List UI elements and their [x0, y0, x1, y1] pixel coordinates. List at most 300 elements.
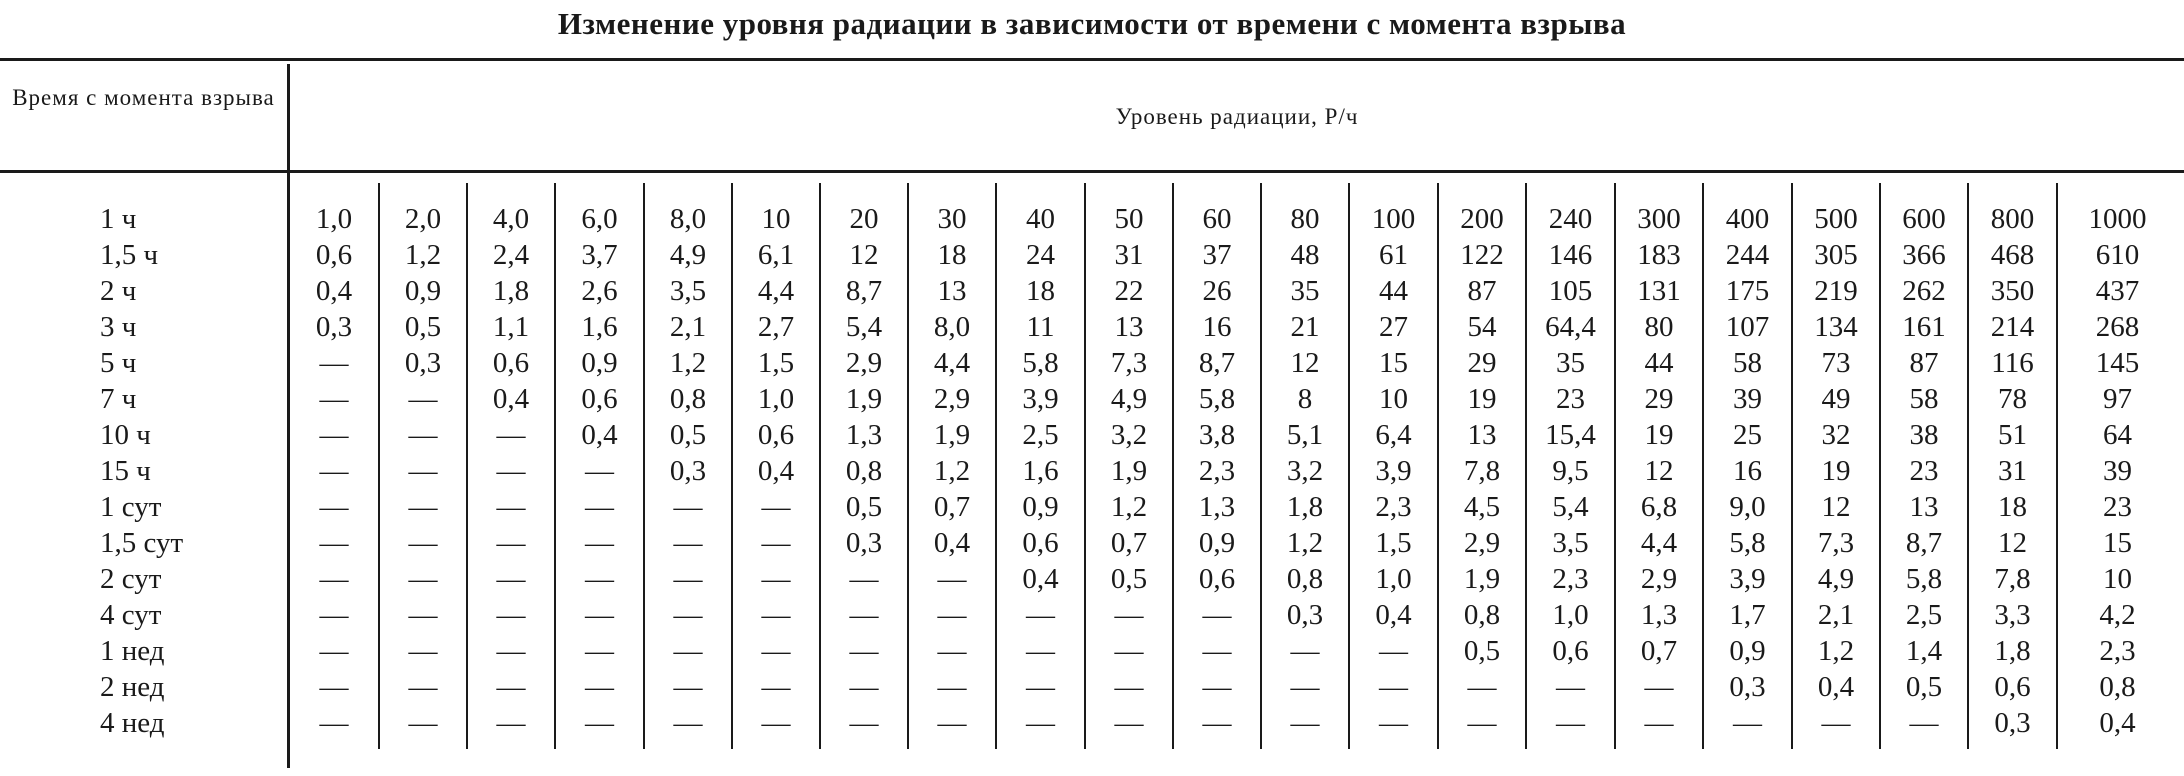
- table-cell: —: [673, 599, 703, 631]
- table-cell: —: [1909, 707, 1939, 739]
- table-cell: 32: [1821, 419, 1851, 451]
- level-column: [2056, 183, 2177, 749]
- table-cell: —: [849, 563, 879, 595]
- table-cell: 39: [1733, 383, 1762, 415]
- level-column: [643, 183, 731, 749]
- table-cell: 25: [1733, 419, 1762, 451]
- table-cell: 3,9: [1375, 455, 1412, 487]
- table-cell: 37: [1202, 239, 1232, 271]
- level-column: [1172, 183, 1260, 749]
- table-cell: —: [1379, 707, 1408, 739]
- table-cell: —: [673, 563, 703, 595]
- table-cell: 4,4: [757, 275, 795, 307]
- table-cell: 175: [1725, 275, 1770, 307]
- table-cell: —: [408, 527, 438, 559]
- table-cell: 9,5: [1552, 455, 1589, 487]
- table-cell: 5,8: [1905, 563, 1943, 595]
- table-cell: 1,2: [669, 347, 707, 379]
- table-cell: 1,8: [1994, 635, 2031, 667]
- table-cell: 5,4: [845, 311, 883, 343]
- table-cell: 26: [1202, 275, 1232, 307]
- table-cell: 4,9: [1110, 383, 1148, 415]
- table-cell: —: [496, 671, 526, 703]
- level-column: [1702, 183, 1791, 749]
- level-header-cell: 8,0: [669, 203, 707, 235]
- table-cell: —: [1556, 707, 1585, 739]
- level-header-cell: 600: [1902, 203, 1946, 235]
- level-column-header: Уровень радиации, Р/ч: [1115, 104, 1359, 129]
- table-cell: 9,0: [1729, 491, 1766, 523]
- level-column: [995, 183, 1084, 749]
- table-cell: 44: [1644, 347, 1674, 379]
- table-cell: 2,3: [1198, 455, 1236, 487]
- table-cell: —: [761, 491, 791, 523]
- table-cell: 8,7: [845, 275, 883, 307]
- table-cell: —: [319, 527, 349, 559]
- table-cell: 1,2: [1286, 527, 1324, 559]
- table-cell: 468: [1990, 239, 2035, 271]
- level-column: [378, 183, 466, 749]
- table-cell: 4,9: [669, 239, 707, 271]
- table-cell: 29: [1644, 383, 1674, 415]
- table-cell: —: [319, 563, 349, 595]
- table-cell: 18: [1026, 275, 1055, 307]
- page-title: Изменение уровня радиации в зависимости от времени с момента взрыва: [557, 6, 1627, 41]
- table-cell: 29: [1467, 347, 1497, 379]
- level-header-cell: 400: [1725, 203, 1770, 235]
- table-cell: 80: [1644, 311, 1674, 343]
- time-label: 3 ч: [100, 311, 137, 343]
- table-cell: 1,2: [404, 239, 442, 271]
- table-cell: 13: [1114, 311, 1144, 343]
- table-cell: 610: [2095, 239, 2140, 271]
- table-cell: 0,9: [1729, 635, 1766, 667]
- table-cell: 4,9: [1817, 563, 1855, 595]
- table-cell: —: [408, 707, 438, 739]
- table-cell: —: [1202, 707, 1232, 739]
- time-label: 1 сут: [100, 491, 162, 523]
- table-cell: 31: [1998, 455, 2027, 487]
- table-cell: 0,9: [1198, 527, 1236, 559]
- header-rule: [0, 170, 2184, 173]
- table-cell: —: [585, 635, 614, 667]
- level-column: [466, 183, 554, 749]
- table-cell: 44: [1379, 275, 1408, 307]
- level-column: [1967, 183, 2056, 749]
- table-cell: 15: [1379, 347, 1408, 379]
- table-cell: 161: [1902, 311, 1946, 343]
- table-cell: —: [1114, 599, 1144, 631]
- table-cell: —: [1821, 707, 1851, 739]
- table-cell: 1,2: [933, 455, 971, 487]
- table-cell: 0,4: [492, 383, 530, 415]
- table-cell: —: [673, 707, 703, 739]
- table-cell: 1,9: [1110, 455, 1148, 487]
- time-label: 2 нед: [100, 671, 165, 703]
- table-cell: —: [849, 599, 879, 631]
- table-cell: 2,6: [581, 275, 618, 307]
- table-cell: 305: [1814, 239, 1858, 271]
- level-header-cell: 10: [761, 203, 791, 235]
- table-cell: 3,2: [1286, 455, 1324, 487]
- table-cell: 0,4: [933, 527, 971, 559]
- table-cell: —: [319, 707, 349, 739]
- level-header-cell: 60: [1202, 203, 1232, 235]
- table-cell: 2,5: [1022, 419, 1059, 451]
- table-cell: 1,0: [757, 383, 795, 415]
- table-cell: 15: [2103, 527, 2132, 559]
- level-header-cell: 20: [849, 203, 879, 235]
- table-cell: 18: [937, 239, 967, 271]
- table-cell: 2,9: [1640, 563, 1678, 595]
- table-cell: 8,7: [1198, 347, 1236, 379]
- table-cell: —: [585, 491, 614, 523]
- table-cell: 11: [1026, 311, 1055, 343]
- time-label: 4 сут: [100, 599, 162, 631]
- table-cell: 1,9: [933, 419, 971, 451]
- level-column: [1614, 183, 1702, 749]
- level-column: [731, 183, 819, 749]
- time-label: 5 ч: [100, 347, 137, 379]
- table-cell: 64: [2103, 419, 2132, 451]
- time-column-header: Время с момента взрыва: [12, 85, 275, 110]
- table-cell: 7,8: [1463, 455, 1501, 487]
- level-header-cell: 300: [1637, 203, 1681, 235]
- table-cell: 0,7: [1110, 527, 1148, 559]
- table-cell: —: [408, 491, 438, 523]
- table-cell: 8,0: [933, 311, 971, 343]
- table-cell: 3,8: [1198, 419, 1236, 451]
- table-cell: —: [1379, 671, 1408, 703]
- table-cell: —: [496, 563, 526, 595]
- table-cell: 0,3: [1994, 707, 2031, 739]
- table-cell: 0,9: [581, 347, 618, 379]
- table-cell: 0,5: [404, 311, 442, 343]
- table-cell: —: [1202, 671, 1232, 703]
- level-header-cell: 800: [1990, 203, 2035, 235]
- table-cell: 0,3: [1286, 599, 1324, 631]
- table-cell: 244: [1725, 239, 1770, 271]
- table-cell: —: [1026, 599, 1055, 631]
- table-cell: 7,3: [1110, 347, 1148, 379]
- table-cell: 1,9: [845, 383, 883, 415]
- table-cell: —: [673, 527, 703, 559]
- table-cell: —: [849, 671, 879, 703]
- table-cell: 0,6: [581, 383, 618, 415]
- table-cell: 10: [1379, 383, 1408, 415]
- table-cell: 2,3: [1375, 491, 1412, 523]
- table-cell: 0,4: [581, 419, 618, 451]
- table-cell: 5,1: [1286, 419, 1324, 451]
- table-cell: 1,6: [1022, 455, 1059, 487]
- table-cell: —: [319, 347, 349, 379]
- table-cell: 51: [1998, 419, 2027, 451]
- level-header-cell: 4,0: [492, 203, 530, 235]
- table-cell: 15,4: [1545, 419, 1596, 451]
- table-cell: —: [937, 635, 967, 667]
- table-cell: 0,5: [1905, 671, 1943, 703]
- level-header-cell: 1000: [2088, 203, 2147, 235]
- table-cell: 87: [1467, 275, 1497, 307]
- level-header-cell: 40: [1026, 203, 1055, 235]
- table-cell: 97: [2103, 383, 2132, 415]
- table-cell: 4,4: [933, 347, 971, 379]
- table-cell: 21: [1290, 311, 1320, 343]
- table-cell: 0,4: [1022, 563, 1059, 595]
- table-cell: —: [673, 671, 703, 703]
- table-cell: —: [761, 599, 791, 631]
- table-cell: —: [408, 635, 438, 667]
- table-cell: 0,6: [315, 239, 353, 271]
- table-cell: 1,5: [757, 347, 795, 379]
- table-cell: 145: [2095, 347, 2140, 379]
- table-cell: 1,8: [1286, 491, 1324, 523]
- level-column: [1084, 183, 1172, 749]
- table-cell: 8: [1297, 383, 1313, 415]
- level-header-cell: 2,0: [404, 203, 442, 235]
- table-cell: 5,8: [1198, 383, 1236, 415]
- time-label: 4 нед: [100, 707, 165, 739]
- table-cell: 183: [1637, 239, 1681, 271]
- table-cell: 13: [1467, 419, 1497, 451]
- table-cell: 0,8: [1463, 599, 1501, 631]
- table-cell: 78: [1998, 383, 2027, 415]
- level-header-cell: 240: [1548, 203, 1593, 235]
- table-cell: 61: [1379, 239, 1408, 271]
- table-cell: 8,7: [1905, 527, 1943, 559]
- table-cell: 1,0: [1552, 599, 1589, 631]
- table-cell: 134: [1814, 311, 1858, 343]
- table-cell: 38: [1909, 419, 1939, 451]
- table-cell: 19: [1821, 455, 1851, 487]
- table-cell: 64,4: [1545, 311, 1596, 343]
- table-cell: 4,2: [2099, 599, 2136, 631]
- table-cell: —: [1556, 671, 1585, 703]
- table-cell: 23: [1556, 383, 1585, 415]
- table-cell: 5,8: [1729, 527, 1766, 559]
- top-rule: [0, 58, 2184, 61]
- level-column: [1525, 183, 1614, 749]
- table-cell: —: [673, 491, 703, 523]
- table-cell: 0,3: [1729, 671, 1766, 703]
- table-cell: 0,6: [757, 419, 795, 451]
- table-cell: —: [1202, 635, 1232, 667]
- time-label: 15 ч: [100, 455, 151, 487]
- table-cell: 437: [2095, 275, 2140, 307]
- table-cell: —: [319, 671, 349, 703]
- table-cell: 31: [1114, 239, 1144, 271]
- table-cell: 2,5: [1905, 599, 1943, 631]
- table-cell: 12: [1821, 491, 1851, 523]
- table-cell: 0,4: [757, 455, 795, 487]
- table-cell: 16: [1733, 455, 1762, 487]
- table-cell: 2,4: [492, 239, 530, 271]
- table-cell: —: [585, 455, 614, 487]
- table-cell: 1,3: [845, 419, 883, 451]
- table-cell: 23: [1909, 455, 1939, 487]
- table-cell: 0,4: [1817, 671, 1855, 703]
- table-cell: —: [761, 671, 791, 703]
- table-cell: —: [849, 707, 879, 739]
- table-cell: 0,6: [1552, 635, 1589, 667]
- table-cell: 0,8: [845, 455, 883, 487]
- table-cell: 214: [1990, 311, 2035, 343]
- time-label: 1 ч: [100, 203, 137, 235]
- table-cell: —: [319, 419, 349, 451]
- table-cell: 0,9: [404, 275, 442, 307]
- table-cell: 366: [1902, 239, 1946, 271]
- table-cell: —: [1467, 707, 1497, 739]
- table-cell: 0,4: [1375, 599, 1412, 631]
- table-cell: 1,1: [492, 311, 530, 343]
- table-cell: 1,2: [1817, 635, 1855, 667]
- table-cell: 268: [2095, 311, 2140, 343]
- table-cell: 19: [1467, 383, 1497, 415]
- table-cell: 116: [1991, 347, 2034, 379]
- table-cell: —: [1644, 671, 1674, 703]
- table-cell: 0,6: [1994, 671, 2031, 703]
- table-cell: 0,8: [1286, 563, 1324, 595]
- table-cell: 6,4: [1375, 419, 1412, 451]
- table-cell: —: [585, 599, 614, 631]
- table-cell: 16: [1202, 311, 1232, 343]
- table-cell: —: [319, 383, 349, 415]
- table-cell: —: [1290, 671, 1320, 703]
- table-cell: 12: [849, 239, 879, 271]
- table-cell: 5,4: [1552, 491, 1589, 523]
- level-column: [554, 183, 643, 749]
- table-cell: 5,8: [1022, 347, 1059, 379]
- level-header-cell: 1,0: [315, 203, 353, 235]
- time-label: 10 ч: [100, 419, 151, 451]
- table-cell: —: [1290, 635, 1320, 667]
- table-cell: 0,3: [845, 527, 883, 559]
- table-cell: 3,3: [1994, 599, 2031, 631]
- table-cell: —: [496, 419, 526, 451]
- table-cell: 13: [1909, 491, 1939, 523]
- table-cell: 2,1: [1817, 599, 1855, 631]
- table-cell: —: [496, 707, 526, 739]
- table-cell: 1,7: [1729, 599, 1766, 631]
- table-cell: 3,7: [581, 239, 618, 271]
- table-cell: 24: [1026, 239, 1055, 271]
- table-cell: 0,6: [1022, 527, 1059, 559]
- table-cell: 7,3: [1817, 527, 1855, 559]
- table-cell: 1,0: [1375, 563, 1412, 595]
- table-cell: 146: [1548, 239, 1593, 271]
- table-cell: 35: [1556, 347, 1585, 379]
- table-cell: 0,8: [669, 383, 707, 415]
- table-cell: 48: [1290, 239, 1320, 271]
- table-cell: —: [319, 491, 349, 523]
- table-cell: 107: [1725, 311, 1770, 343]
- table-cell: 1,9: [1463, 563, 1501, 595]
- table-cell: —: [585, 671, 614, 703]
- table-cell: 35: [1290, 275, 1320, 307]
- table-cell: —: [408, 419, 438, 451]
- table-cell: 2,9: [845, 347, 883, 379]
- table-cell: 7,8: [1994, 563, 2031, 595]
- table-cell: 219: [1814, 275, 1858, 307]
- table-cell: 3,5: [1552, 527, 1589, 559]
- table-cell: 131: [1637, 275, 1681, 307]
- table-cell: 49: [1821, 383, 1851, 415]
- time-label: 1,5 сут: [100, 527, 184, 559]
- table-cell: 2,9: [1463, 527, 1501, 559]
- table-cell: 0,5: [669, 419, 707, 451]
- table-cell: 12: [1290, 347, 1320, 379]
- table-cell: 3,2: [1110, 419, 1148, 451]
- table-cell: —: [673, 635, 703, 667]
- table-cell: 0,6: [1198, 563, 1236, 595]
- table-cell: 1,4: [1905, 635, 1943, 667]
- table-cell: 0,8: [2099, 671, 2136, 703]
- table-cell: —: [319, 599, 349, 631]
- table-cell: 4,4: [1640, 527, 1678, 559]
- level-header-cell: 6,0: [581, 203, 618, 235]
- table-cell: —: [408, 563, 438, 595]
- table-cell: —: [408, 455, 438, 487]
- level-column: [1260, 183, 1348, 749]
- time-labels: [100, 201, 285, 741]
- table-cell: —: [937, 599, 967, 631]
- time-label: 2 сут: [100, 563, 162, 595]
- table-cell: 0,9: [1022, 491, 1059, 523]
- table-cell: 2,3: [1552, 563, 1589, 595]
- table-cell: 22: [1114, 275, 1144, 307]
- table-cell: 1,3: [1640, 599, 1678, 631]
- table-cell: —: [1114, 671, 1144, 703]
- level-column: [907, 183, 995, 749]
- table-cell: —: [1114, 707, 1144, 739]
- table-cell: 6,8: [1640, 491, 1678, 523]
- table-cell: —: [1114, 635, 1144, 667]
- table-cell: 73: [1821, 347, 1851, 379]
- table-cell: 0,6: [492, 347, 530, 379]
- table-cell: —: [408, 383, 438, 415]
- table-cell: —: [1026, 671, 1055, 703]
- table-cell: —: [761, 527, 791, 559]
- table-cell: —: [1202, 599, 1232, 631]
- table-cell: 3,9: [1729, 563, 1766, 595]
- table-cell: 350: [1990, 275, 2035, 307]
- table-cell: —: [496, 491, 526, 523]
- table-cell: 2,3: [2099, 635, 2136, 667]
- table-cell: —: [496, 527, 526, 559]
- table-cell: 1,3: [1198, 491, 1236, 523]
- table-cell: 27: [1379, 311, 1408, 343]
- table-cell: —: [937, 707, 967, 739]
- table-cell: 0,4: [315, 275, 353, 307]
- table-cell: 0,3: [404, 347, 442, 379]
- table-cell: 2,7: [757, 311, 795, 343]
- table-cell: —: [1467, 671, 1497, 703]
- level-header-cell: 100: [1371, 203, 1416, 235]
- table-cell: —: [1379, 635, 1408, 667]
- time-label: 1 нед: [100, 635, 165, 667]
- table-cell: 2,9: [933, 383, 971, 415]
- level-header-cell: 80: [1290, 203, 1320, 235]
- table-cell: —: [761, 563, 791, 595]
- table-cell: 18: [1998, 491, 2027, 523]
- table-cell: 0,5: [845, 491, 883, 523]
- table-cell: 0,5: [1463, 635, 1501, 667]
- radiation-table: [290, 201, 2184, 749]
- level-column: [1348, 183, 1437, 749]
- table-cell: 39: [2103, 455, 2132, 487]
- table-cell: —: [408, 671, 438, 703]
- level-column: [1437, 183, 1525, 749]
